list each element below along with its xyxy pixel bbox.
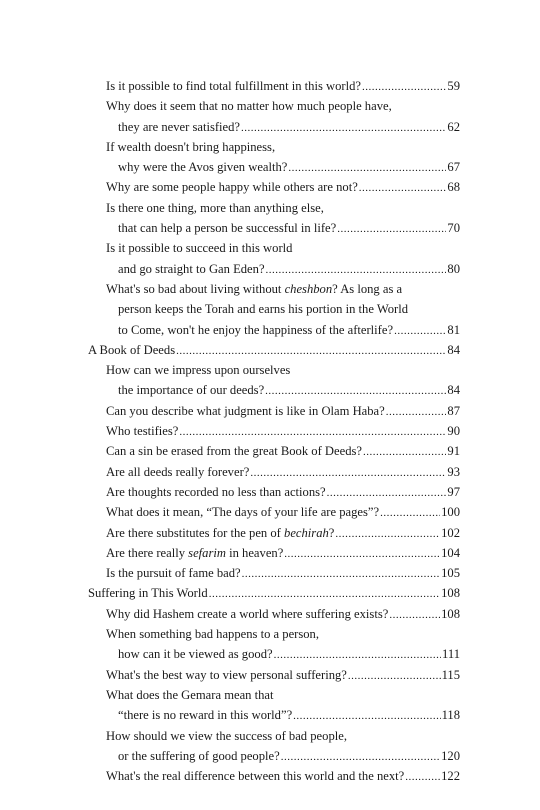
toc-page-number: 100	[441, 505, 460, 520]
toc-entry	[88, 604, 460, 624]
toc-page-number: 84	[447, 383, 460, 398]
toc-entry-line	[88, 117, 460, 137]
toc-entry	[88, 563, 460, 583]
dot-leader	[242, 564, 440, 583]
toc-entry-line	[88, 665, 460, 685]
toc-entry-title: How should we view the success of bad people,	[106, 728, 347, 743]
toc-entry-title: A Book of Deeds	[88, 342, 176, 357]
toc-entry-title: Can you describe what judgment is like in Olam Haba?	[106, 403, 385, 418]
toc-entry-line	[88, 177, 460, 197]
toc-page-number: 105	[441, 566, 460, 581]
toc-page-number: 97	[447, 484, 460, 499]
toc-entry	[88, 482, 460, 502]
toc-page-number: 108	[441, 586, 460, 601]
toc-entry-line	[88, 157, 460, 177]
toc-entry-line	[88, 76, 460, 96]
toc-entry-title: the importance of our deeds?	[118, 383, 265, 398]
toc-entry-line	[88, 340, 460, 360]
toc-entry	[88, 76, 460, 96]
toc-entry-line	[88, 218, 460, 238]
toc-entry	[88, 421, 460, 441]
toc-page-number: 118	[441, 708, 460, 723]
toc-entry-title: What's the real difference between this world and the next?	[106, 769, 405, 784]
toc-entry-title: or the suffering of good people?	[118, 748, 280, 763]
toc-entry-title: When something bad happens to a person,	[106, 627, 319, 642]
toc-entry-title: to Come, won't he enjoy the happiness of the afterlife?	[118, 322, 394, 337]
toc-entry-title: What does it mean, “The days of your life are pages”?	[106, 505, 380, 520]
dot-leader	[176, 341, 446, 360]
toc-page-number: 91	[447, 444, 460, 459]
toc-entry	[88, 137, 460, 178]
toc-entry-title: Why does it seem that no matter how much people have,	[106, 99, 392, 114]
dot-leader	[265, 381, 446, 400]
dot-leader	[281, 747, 440, 766]
toc-entry	[88, 441, 460, 461]
toc-entry-line	[88, 705, 460, 725]
toc-page-number: 115	[441, 667, 460, 682]
toc-entry-title: Are thoughts recorded no less than actions?	[106, 484, 326, 499]
toc-page-number: 111	[442, 647, 460, 662]
toc-entry-title: that can help a person be successful in life?	[118, 221, 337, 236]
toc-page-number: 108	[441, 606, 460, 621]
toc-entry-title: Is it possible to find total fulfillment in this world?	[106, 79, 361, 93]
toc-page-number: 80	[447, 261, 460, 276]
toc-entry	[88, 360, 460, 401]
dot-leader	[241, 118, 446, 137]
toc-entry-line	[88, 502, 460, 522]
toc-entry-title: Why are some people happy while others are not?	[106, 180, 358, 195]
dot-leader	[288, 158, 446, 177]
dot-leader	[274, 645, 441, 664]
toc-entry-line	[88, 746, 460, 766]
toc-entry	[88, 279, 460, 340]
toc-entry	[88, 401, 460, 421]
toc-page-number: 59	[447, 79, 460, 93]
toc-page-number: 68	[447, 180, 460, 195]
toc-page-number: 67	[447, 160, 460, 175]
dot-leader	[335, 524, 440, 543]
toc-entry-title: why were the Avos given wealth?	[118, 160, 288, 175]
toc-entry-title: and go straight to Gan Eden?	[118, 261, 265, 276]
dot-leader	[405, 767, 440, 786]
dot-leader	[348, 666, 441, 685]
toc-page-number: 120	[441, 748, 460, 763]
dot-leader	[359, 178, 447, 197]
toc-page-number: 90	[447, 424, 460, 439]
toc-entry-title: How can we impress upon ourselves	[106, 363, 291, 378]
toc-entry-line	[88, 604, 460, 624]
dot-leader	[362, 77, 446, 96]
toc-entry-title: If wealth doesn't bring happiness,	[106, 139, 276, 154]
toc-entry-title: Is the pursuit of fame bad?	[106, 566, 241, 581]
toc-entry-line	[88, 462, 460, 482]
dot-leader	[386, 402, 447, 421]
toc-entry-title: Why did Hashem create a world where suffering exists?	[106, 606, 389, 621]
dot-leader	[389, 605, 440, 624]
toc-entry-line	[88, 259, 460, 279]
dot-leader	[250, 463, 446, 482]
toc-entry-title: Who testifies?	[106, 424, 179, 439]
toc-entry-title: “there is no reward in this world”?	[118, 708, 293, 723]
dot-leader	[394, 321, 446, 340]
toc-entry	[88, 523, 460, 543]
toc-entry	[88, 665, 460, 685]
toc-entry	[88, 502, 460, 522]
dot-leader	[284, 544, 440, 563]
toc-entry-title: Can a sin be erased from the great Book of Deeds?	[106, 444, 362, 459]
toc-page-number: 102	[441, 525, 460, 540]
toc-entry-title: What's the best way to view personal suffering?	[106, 667, 347, 682]
toc-section-heading	[88, 340, 460, 360]
toc-entry	[88, 766, 460, 786]
toc-entry-line	[88, 441, 460, 461]
toc-entry-title: Is it possible to succeed in this world	[106, 241, 293, 256]
toc-entry	[88, 177, 460, 197]
toc-entry	[88, 198, 460, 239]
toc-entry-line	[88, 401, 460, 421]
toc-entry-title: What does the Gemara mean that	[106, 687, 274, 702]
toc-entry	[88, 543, 460, 563]
dot-leader	[209, 584, 440, 603]
dot-leader	[179, 422, 446, 441]
toc-page-number: 62	[447, 119, 460, 134]
toc-entry-title: they are never satisfied?	[118, 119, 241, 134]
toc-page-number: 81	[447, 322, 460, 337]
toc-entry-line	[88, 644, 460, 664]
toc-entry-title: Suffering in This World	[88, 586, 208, 601]
dot-leader	[337, 219, 446, 238]
toc-page-number: 104	[441, 545, 460, 560]
dot-leader	[293, 706, 440, 725]
toc-page-number: 122	[441, 769, 460, 784]
toc-entry-title: What's so bad about living without cheshbon? As long as a	[106, 281, 403, 296]
toc-entry-title: Are all deeds really forever?	[106, 464, 250, 479]
toc-entry-title: Are there really sefarim in heaven?	[106, 545, 284, 560]
dot-leader	[363, 442, 446, 461]
toc-entry-line	[88, 482, 460, 502]
toc-entry-line	[88, 523, 460, 543]
toc-entry-title: Are there substitutes for the pen of bechirah?	[106, 525, 335, 540]
toc-page-number: 93	[447, 464, 460, 479]
toc-entry-line	[88, 543, 460, 563]
toc-page-number: 87	[447, 403, 460, 418]
toc-entry	[88, 624, 460, 665]
toc-entry-line	[88, 583, 460, 603]
toc-entry	[88, 685, 460, 726]
dot-leader	[327, 483, 447, 502]
toc-section-heading	[88, 583, 460, 603]
toc-entry-line	[88, 380, 460, 400]
toc-entry-line	[88, 421, 460, 441]
toc-entry	[88, 96, 460, 137]
dot-leader	[266, 260, 447, 279]
toc-page-number: 70	[447, 221, 460, 236]
toc-entry-line	[88, 766, 460, 786]
toc-entry	[88, 462, 460, 482]
toc-page-number: 84	[447, 342, 460, 357]
toc-entry-title: how can it be viewed as good?	[118, 647, 273, 662]
dot-leader	[380, 503, 440, 522]
toc-entry	[88, 238, 460, 279]
table-of-contents	[88, 76, 460, 786]
toc-entry	[88, 726, 460, 767]
toc-entry-title: Is there one thing, more than anything else,	[106, 200, 324, 215]
toc-entry-line	[88, 563, 460, 583]
toc-entry-line	[88, 320, 460, 340]
toc-entry-title: person keeps the Torah and earns his portion in the World	[118, 302, 409, 317]
